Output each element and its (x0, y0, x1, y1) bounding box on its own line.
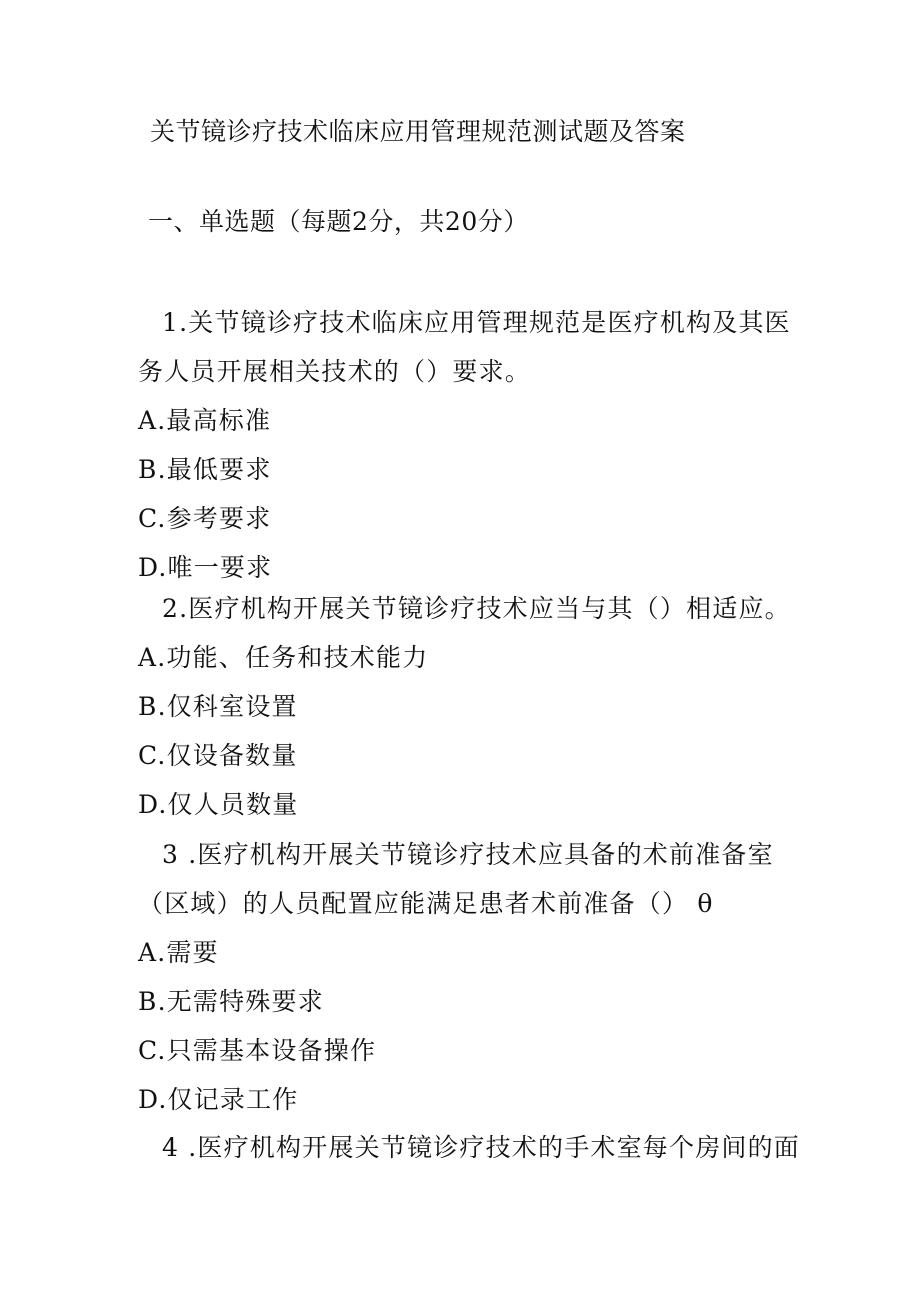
option-d: D.仅人员数量 (138, 790, 299, 819)
option-list (138, 633, 798, 829)
option-c: C.只需基本设备操作 (138, 1036, 377, 1065)
question-text: 2.医疗机构开展关节镜诊疗技术应当与其（）相适应。 (162, 594, 791, 623)
question-text: 1.关节镜诊疗技术临床应用管理规范是医疗机构及其医务人员开展相关技术的（）要求。 (138, 308, 791, 386)
question-3 (138, 830, 798, 1124)
option-a: A.需要 (138, 938, 219, 967)
question-4-text: 4 .医疗机构开展关节镜诊疗技术的手术室每个房间的面 (162, 1133, 801, 1162)
question-1 (138, 298, 798, 592)
question-text: 3 .医疗机构开展关节镜诊疗技术应具备的术前准备室（区域）的人员配置应能满足患者术前准备（） θ (138, 840, 774, 918)
option-b: B.最低要求 (138, 455, 272, 484)
option-b: B.仅科室设置 (138, 692, 298, 721)
option-c: C.参考要求 (138, 504, 272, 533)
option-d: D.仅记录工作 (138, 1085, 299, 1114)
option-a: A.功能、任务和技术能力 (138, 643, 429, 672)
section-heading: 一、单选题（每题2分，共20分） (148, 207, 529, 236)
option-b: B.无需特殊要求 (138, 987, 324, 1016)
option-a: A.最高标准 (138, 406, 272, 435)
question-2 (138, 584, 798, 829)
document-title: 关节镜诊疗技术临床应用管理规范测试题及答案 (150, 117, 686, 146)
option-c: C.仅设备数量 (138, 741, 298, 770)
option-list (138, 928, 798, 1124)
option-list (138, 396, 798, 592)
option-d: D.唯一要求 (138, 553, 273, 582)
